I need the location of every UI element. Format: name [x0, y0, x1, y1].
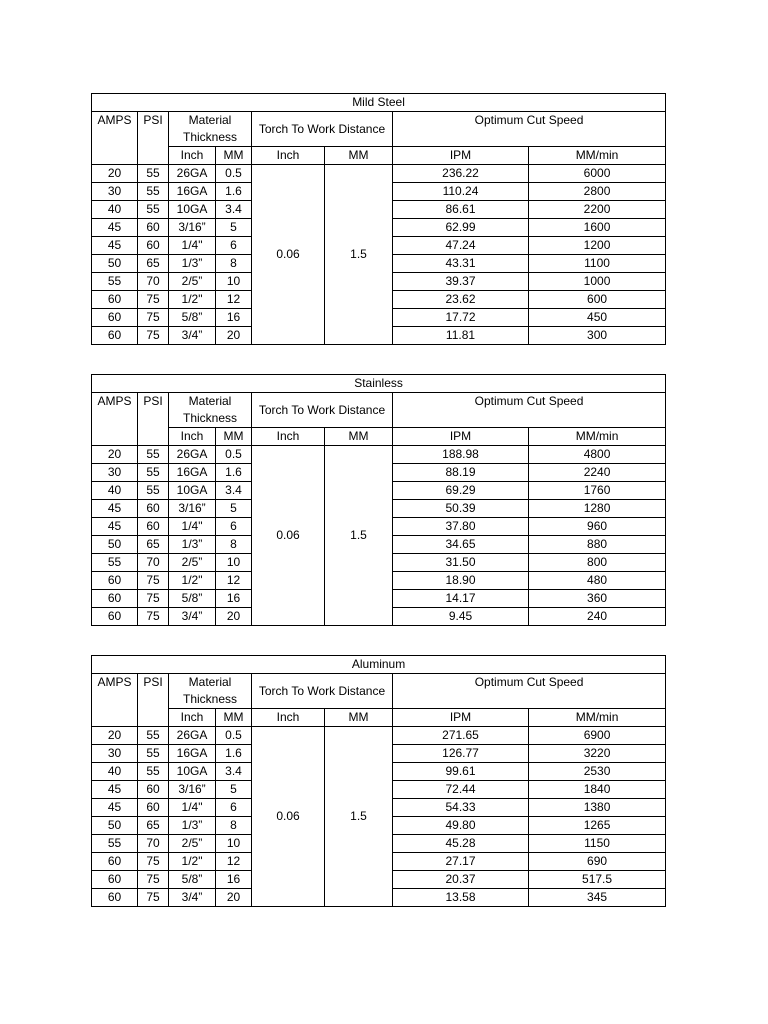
thickness-inch-cell: 26GA — [169, 165, 216, 183]
mm-min-cell: 1840 — [529, 781, 666, 799]
table-title-row — [92, 656, 666, 674]
mm-header: MM — [216, 147, 252, 165]
thickness-inch-cell: 16GA — [169, 745, 216, 763]
mild-steel-table — [91, 93, 666, 345]
thickness-mm-cell: 12 — [216, 572, 252, 590]
amps-cell: 50 — [92, 817, 138, 835]
amps-cell: 45 — [92, 500, 138, 518]
thickness-inch-cell: 26GA — [169, 727, 216, 745]
psi-cell: 75 — [138, 889, 169, 907]
thickness-inch-cell: 1/4" — [169, 518, 216, 536]
thickness-mm-cell: 16 — [216, 309, 252, 327]
psi-cell: 55 — [138, 482, 169, 500]
thickness-mm-cell: 10 — [216, 273, 252, 291]
psi-cell: 70 — [138, 835, 169, 853]
thickness-mm-cell: 3.4 — [216, 201, 252, 219]
amps-cell: 30 — [92, 183, 138, 201]
psi-cell: 60 — [138, 781, 169, 799]
torch-mm-header: MM — [325, 709, 393, 727]
psi-cell: 55 — [138, 745, 169, 763]
thickness-inch-cell: 3/4” — [169, 608, 216, 626]
mm-min-cell: 600 — [529, 291, 666, 309]
ipm-cell: 49.80 — [393, 817, 529, 835]
header-row — [92, 674, 666, 709]
thickness-mm-cell: 5 — [216, 219, 252, 237]
mm-min-cell: 3220 — [529, 745, 666, 763]
mm-min-cell: 480 — [529, 572, 666, 590]
material-thickness-header: Material Thickness — [169, 674, 252, 709]
thickness-inch-cell: 10GA — [169, 482, 216, 500]
psi-cell: 70 — [138, 273, 169, 291]
torch-mm-header: MM — [325, 428, 393, 446]
thickness-inch-cell: 1/3” — [169, 817, 216, 835]
header-row — [92, 112, 666, 147]
ipm-cell: 69.29 — [393, 482, 529, 500]
thickness-inch-cell: 5/8” — [169, 871, 216, 889]
ipm-cell: 126.77 — [393, 745, 529, 763]
ipm-cell: 27.17 — [393, 853, 529, 871]
amps-cell: 45 — [92, 219, 138, 237]
thickness-inch-cell: 3/16” — [169, 500, 216, 518]
amps-cell: 20 — [92, 446, 138, 464]
ipm-cell: 99.61 — [393, 763, 529, 781]
amps-header: AMPS — [92, 674, 138, 727]
thickness-mm-cell: 20 — [216, 889, 252, 907]
mm-min-cell: 800 — [529, 554, 666, 572]
psi-cell: 75 — [138, 871, 169, 889]
amps-cell: 50 — [92, 536, 138, 554]
thickness-mm-cell: 8 — [216, 255, 252, 273]
thickness-mm-cell: 0.5 — [216, 165, 252, 183]
ipm-cell: 88.19 — [393, 464, 529, 482]
psi-cell: 75 — [138, 572, 169, 590]
amps-cell: 60 — [92, 309, 138, 327]
psi-cell: 55 — [138, 165, 169, 183]
amps-cell: 30 — [92, 464, 138, 482]
amps-cell: 50 — [92, 255, 138, 273]
psi-cell: 65 — [138, 536, 169, 554]
mm-min-cell: 960 — [529, 518, 666, 536]
thickness-inch-cell: 1/2" — [169, 853, 216, 871]
thickness-inch-cell: 3/16” — [169, 219, 216, 237]
thickness-mm-cell: 3.4 — [216, 763, 252, 781]
torch-inch-header: Inch — [252, 147, 325, 165]
thickness-mm-cell: 10 — [216, 835, 252, 853]
amps-cell: 60 — [92, 871, 138, 889]
thickness-mm-cell: 5 — [216, 500, 252, 518]
mm-min-header: MM/min — [529, 147, 666, 165]
psi-cell: 55 — [138, 763, 169, 781]
mm-min-cell: 2200 — [529, 201, 666, 219]
amps-cell: 60 — [92, 327, 138, 345]
amps-cell: 60 — [92, 608, 138, 626]
ipm-cell: 39.37 — [393, 273, 529, 291]
cut-speed-header: Optimum Cut Speed — [393, 674, 666, 709]
amps-cell: 40 — [92, 201, 138, 219]
ipm-cell: 20.37 — [393, 871, 529, 889]
ipm-cell: 17.72 — [393, 309, 529, 327]
thickness-mm-cell: 10 — [216, 554, 252, 572]
torch-inch-header: Inch — [252, 428, 325, 446]
mm-min-cell: 1380 — [529, 799, 666, 817]
psi-header: PSI — [138, 674, 169, 727]
inch-header: Inch — [169, 428, 216, 446]
aluminum-table — [91, 655, 666, 907]
thickness-mm-cell: 1.6 — [216, 183, 252, 201]
cut-speed-header: Optimum Cut Speed — [393, 112, 666, 147]
thickness-inch-cell: 2/5” — [169, 273, 216, 291]
psi-cell: 55 — [138, 446, 169, 464]
ipm-cell: 9.45 — [393, 608, 529, 626]
torch-distance-header: Torch To Work Distance — [252, 393, 393, 428]
torch-mm-value: 1.5 — [325, 727, 393, 907]
mm-min-cell: 1265 — [529, 817, 666, 835]
table-title: Mild Steel — [92, 94, 666, 112]
ipm-cell: 14.17 — [393, 590, 529, 608]
thickness-mm-cell: 16 — [216, 590, 252, 608]
torch-distance-header: Torch To Work Distance — [252, 112, 393, 147]
amps-cell: 55 — [92, 835, 138, 853]
amps-header: AMPS — [92, 112, 138, 165]
table-title: Aluminum — [92, 656, 666, 674]
mm-min-cell: 1760 — [529, 482, 666, 500]
amps-cell: 55 — [92, 273, 138, 291]
thickness-inch-cell: 16GA — [169, 464, 216, 482]
psi-cell: 60 — [138, 219, 169, 237]
amps-cell: 45 — [92, 781, 138, 799]
thickness-mm-cell: 8 — [216, 536, 252, 554]
mm-header: MM — [216, 428, 252, 446]
psi-header: PSI — [138, 112, 169, 165]
torch-inch-value: 0.06 — [252, 446, 325, 626]
psi-cell: 65 — [138, 255, 169, 273]
table-title: Stainless — [92, 375, 666, 393]
mm-min-cell: 2800 — [529, 183, 666, 201]
torch-mm-value: 1.5 — [325, 165, 393, 345]
amps-cell: 60 — [92, 572, 138, 590]
psi-cell: 55 — [138, 727, 169, 745]
amps-cell: 30 — [92, 745, 138, 763]
ipm-cell: 236.22 — [393, 165, 529, 183]
thickness-mm-cell: 0.5 — [216, 727, 252, 745]
thickness-mm-cell: 16 — [216, 871, 252, 889]
thickness-mm-cell: 20 — [216, 327, 252, 345]
psi-cell: 75 — [138, 291, 169, 309]
thickness-mm-cell: 1.6 — [216, 745, 252, 763]
ipm-cell: 86.61 — [393, 201, 529, 219]
thickness-inch-cell: 10GA — [169, 201, 216, 219]
thickness-inch-cell: 3/4” — [169, 889, 216, 907]
thickness-inch-cell: 1/3” — [169, 255, 216, 273]
mm-min-cell: 1200 — [529, 237, 666, 255]
ipm-cell: 54.33 — [393, 799, 529, 817]
torch-mm-header: MM — [325, 147, 393, 165]
thickness-inch-cell: 26GA — [169, 446, 216, 464]
mm-min-header: MM/min — [529, 428, 666, 446]
ipm-cell: 45.28 — [393, 835, 529, 853]
units-row — [92, 428, 666, 446]
ipm-cell: 110.24 — [393, 183, 529, 201]
inch-header: Inch — [169, 709, 216, 727]
thickness-mm-cell: 6 — [216, 237, 252, 255]
thickness-mm-cell: 6 — [216, 518, 252, 536]
ipm-cell: 18.90 — [393, 572, 529, 590]
thickness-inch-cell: 3/16” — [169, 781, 216, 799]
mm-min-cell: 345 — [529, 889, 666, 907]
psi-cell: 60 — [138, 518, 169, 536]
ipm-cell: 43.31 — [393, 255, 529, 273]
ipm-header: IPM — [393, 428, 529, 446]
cut-speed-header: Optimum Cut Speed — [393, 393, 666, 428]
torch-inch-value: 0.06 — [252, 727, 325, 907]
units-row — [92, 147, 666, 165]
mm-min-cell: 517.5 — [529, 871, 666, 889]
psi-header: PSI — [138, 393, 169, 446]
table-row — [92, 165, 666, 183]
mm-min-cell: 360 — [529, 590, 666, 608]
thickness-inch-cell: 1/3” — [169, 536, 216, 554]
psi-cell: 75 — [138, 590, 169, 608]
ipm-cell: 47.24 — [393, 237, 529, 255]
amps-cell: 40 — [92, 763, 138, 781]
mm-min-cell: 1280 — [529, 500, 666, 518]
table-title-row — [92, 375, 666, 393]
amps-cell: 40 — [92, 482, 138, 500]
mm-min-cell: 1000 — [529, 273, 666, 291]
thickness-mm-cell: 12 — [216, 291, 252, 309]
thickness-mm-cell: 6 — [216, 799, 252, 817]
thickness-inch-cell: 1/2" — [169, 572, 216, 590]
psi-cell: 60 — [138, 500, 169, 518]
psi-cell: 75 — [138, 608, 169, 626]
amps-cell: 60 — [92, 889, 138, 907]
psi-cell: 75 — [138, 853, 169, 871]
mm-min-cell: 4800 — [529, 446, 666, 464]
amps-cell: 45 — [92, 799, 138, 817]
ipm-cell: 188.98 — [393, 446, 529, 464]
thickness-inch-cell: 5/8” — [169, 309, 216, 327]
torch-mm-value: 1.5 — [325, 446, 393, 626]
ipm-cell: 62.99 — [393, 219, 529, 237]
thickness-mm-cell: 3.4 — [216, 482, 252, 500]
ipm-cell: 31.50 — [393, 554, 529, 572]
mm-min-cell: 880 — [529, 536, 666, 554]
psi-cell: 60 — [138, 799, 169, 817]
ipm-cell: 11.81 — [393, 327, 529, 345]
psi-cell: 55 — [138, 183, 169, 201]
ipm-cell: 34.65 — [393, 536, 529, 554]
amps-cell: 60 — [92, 590, 138, 608]
thickness-inch-cell: 1/4" — [169, 799, 216, 817]
mm-min-cell: 690 — [529, 853, 666, 871]
mm-header: MM — [216, 709, 252, 727]
thickness-inch-cell: 2/5” — [169, 835, 216, 853]
psi-cell: 60 — [138, 237, 169, 255]
mm-min-cell: 300 — [529, 327, 666, 345]
thickness-mm-cell: 5 — [216, 781, 252, 799]
thickness-mm-cell: 0.5 — [216, 446, 252, 464]
table-title-row — [92, 94, 666, 112]
ipm-cell: 23.62 — [393, 291, 529, 309]
thickness-mm-cell: 20 — [216, 608, 252, 626]
thickness-inch-cell: 3/4” — [169, 327, 216, 345]
thickness-inch-cell: 5/8” — [169, 590, 216, 608]
table-row — [92, 446, 666, 464]
mm-min-cell: 6000 — [529, 165, 666, 183]
torch-distance-header: Torch To Work Distance — [252, 674, 393, 709]
stainless-table — [91, 374, 666, 626]
ipm-cell: 271.65 — [393, 727, 529, 745]
torch-inch-header: Inch — [252, 709, 325, 727]
mm-min-cell: 1600 — [529, 219, 666, 237]
psi-cell: 55 — [138, 464, 169, 482]
mm-min-cell: 450 — [529, 309, 666, 327]
mm-min-cell: 1150 — [529, 835, 666, 853]
table-row — [92, 727, 666, 745]
amps-header: AMPS — [92, 393, 138, 446]
ipm-cell: 13.58 — [393, 889, 529, 907]
amps-cell: 20 — [92, 727, 138, 745]
torch-inch-value: 0.06 — [252, 165, 325, 345]
thickness-inch-cell: 16GA — [169, 183, 216, 201]
thickness-inch-cell: 2/5” — [169, 554, 216, 572]
mm-min-cell: 6900 — [529, 727, 666, 745]
psi-cell: 75 — [138, 327, 169, 345]
thickness-mm-cell: 12 — [216, 853, 252, 871]
amps-cell: 55 — [92, 554, 138, 572]
amps-cell: 60 — [92, 853, 138, 871]
amps-cell: 20 — [92, 165, 138, 183]
inch-header: Inch — [169, 147, 216, 165]
units-row — [92, 709, 666, 727]
thickness-mm-cell: 8 — [216, 817, 252, 835]
thickness-inch-cell: 1/4" — [169, 237, 216, 255]
thickness-inch-cell: 1/2" — [169, 291, 216, 309]
amps-cell: 45 — [92, 237, 138, 255]
header-row — [92, 393, 666, 428]
ipm-cell: 50.39 — [393, 500, 529, 518]
amps-cell: 45 — [92, 518, 138, 536]
thickness-inch-cell: 10GA — [169, 763, 216, 781]
amps-cell: 60 — [92, 291, 138, 309]
ipm-cell: 37.80 — [393, 518, 529, 536]
psi-cell: 65 — [138, 817, 169, 835]
ipm-cell: 72.44 — [393, 781, 529, 799]
material-thickness-header: Material Thickness — [169, 112, 252, 147]
mm-min-header: MM/min — [529, 709, 666, 727]
material-thickness-header: Material Thickness — [169, 393, 252, 428]
psi-cell: 55 — [138, 201, 169, 219]
ipm-header: IPM — [393, 147, 529, 165]
mm-min-cell: 2240 — [529, 464, 666, 482]
psi-cell: 70 — [138, 554, 169, 572]
thickness-mm-cell: 1.6 — [216, 464, 252, 482]
mm-min-cell: 1100 — [529, 255, 666, 273]
mm-min-cell: 2530 — [529, 763, 666, 781]
ipm-header: IPM — [393, 709, 529, 727]
mm-min-cell: 240 — [529, 608, 666, 626]
psi-cell: 75 — [138, 309, 169, 327]
